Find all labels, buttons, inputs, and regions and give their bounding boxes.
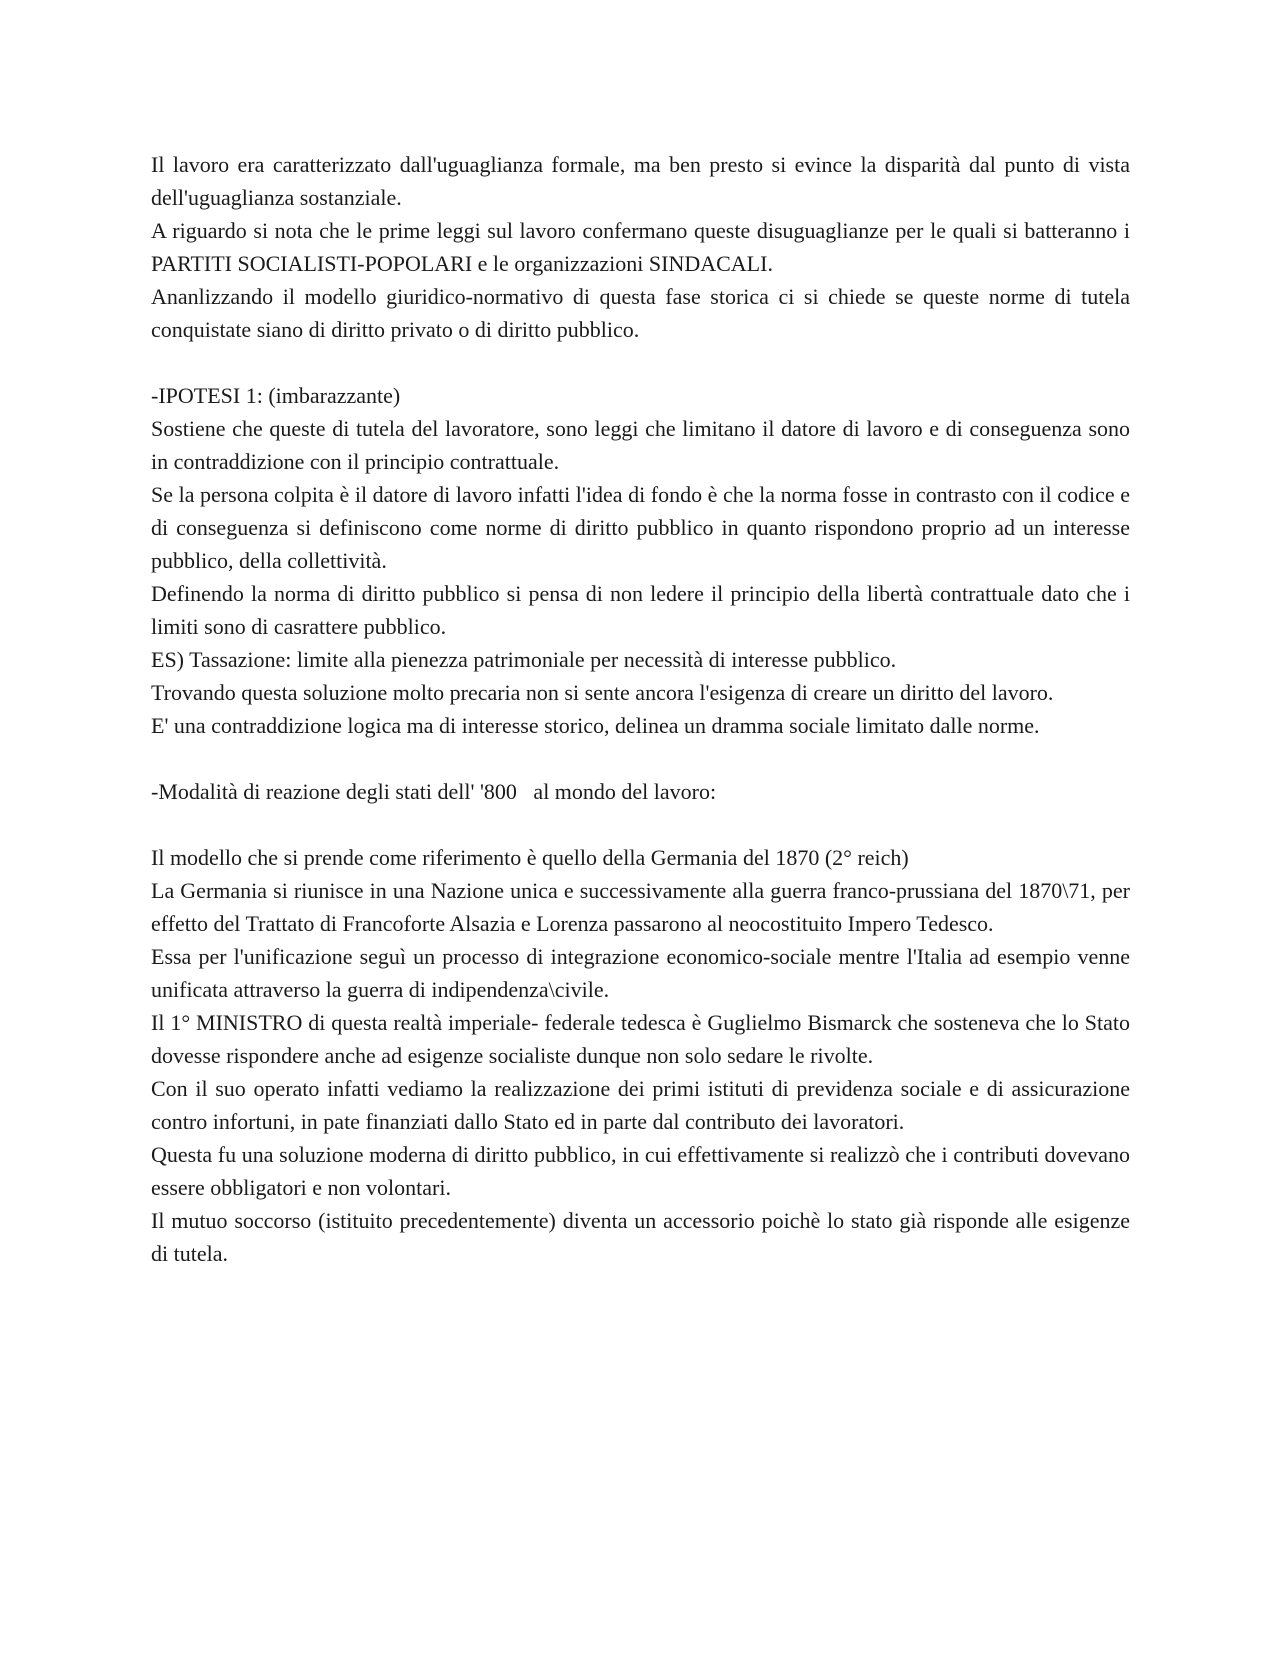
blank-line <box>151 742 1130 775</box>
paragraph: ES) Tassazione: limite alla pienezza patrimoniale per necessità di interesse pubblico. <box>151 647 897 672</box>
paragraph: Se la persona colpita è il datore di lavoro infatti l'idea di fondo è che la norma fosse in contrasto con il codice e di conseguenza si definiscono come norme di diritto pubblico in quanto rispondono proprio ad un interesse pubblico, della collettività. <box>151 482 1130 573</box>
paragraph: Il 1° MINISTRO di questa realtà imperiale- federale tedesca è Guglielmo Bismarck che sosteneva che lo Stato dovesse rispondere anche ad esigenze socialiste dunque non solo sedare le rivolte. <box>151 1010 1130 1068</box>
section-ipotesi <box>151 379 1130 742</box>
paragraph: La Germania si riunisce in una Nazione unica e successivamente alla guerra franco-prussiana del 1870\71, per effetto del Trattato di Francoforte Alsazia e Lorenza passarono al neocostituito Impero Tedesco. <box>151 878 1130 936</box>
paragraph: A riguardo si nota che le prime leggi sul lavoro confermano queste disuguaglianze per le quali si batteranno i PARTITI SOCIALISTI-POPOLARI e le organizzazioni SINDACALI. <box>151 218 1130 276</box>
document-page <box>151 148 1130 1270</box>
paragraph: Essa per l'unificazione seguì un processo di integrazione economico-sociale mentre l'Italia ad esempio venne unificata attraverso la guerra di indipendenza\civile. <box>151 944 1130 1002</box>
paragraph: Il modello che si prende come riferimento è quello della Germania del 1870 (2° reich) <box>151 845 909 870</box>
paragraph: Questa fu una soluzione moderna di diritto pubblico, in cui effettivamente si realizzò che i contributi dovevano essere obbligatori e non volontari. <box>151 1142 1130 1200</box>
paragraph: Sostiene che queste di tutela del lavoratore, sono leggi che limitano il datore di lavoro e di conseguenza sono in contraddizione con il principio contrattuale. <box>151 416 1130 474</box>
paragraph: Il lavoro era caratterizzato dall'uguaglianza formale, ma ben presto si evince la disparità dal punto di vista dell'uguaglianza sostanziale. <box>151 152 1130 210</box>
section-modalita <box>151 775 1130 1270</box>
blank-line <box>151 808 1130 841</box>
paragraph: Definendo la norma di diritto pubblico si pensa di non ledere il principio della libertà contrattuale dato che i limiti sono di casrattere pubblico. <box>151 581 1130 639</box>
paragraph: Il mutuo soccorso (istituito precedentemente) diventa un accessorio poichè lo stato già risponde alle esigenze di tutela. <box>151 1208 1130 1266</box>
paragraph: Con il suo operato infatti vediamo la realizzazione dei primi istituti di previdenza sociale e di assicurazione contro infortuni, in pate finanziati dallo Stato ed in parte dal contributo dei lavoratori. <box>151 1076 1130 1134</box>
paragraph: Ananlizzando il modello giuridico-normativo di questa fase storica ci si chiede se queste norme di tutela conquistate siano di diritto privato o di diritto pubblico. <box>151 284 1130 342</box>
blank-line <box>151 346 1130 379</box>
section-heading: -Modalità di reazione degli stati dell' '800 al mondo del lavoro: <box>151 779 717 804</box>
section-intro <box>151 148 1130 346</box>
section-heading: -IPOTESI 1: (imbarazzante) <box>151 383 401 408</box>
paragraph: Trovando questa soluzione molto precaria non si sente ancora l'esigenza di creare un diritto del lavoro. <box>151 680 1054 705</box>
paragraph: E' una contraddizione logica ma di interesse storico, delinea un dramma sociale limitato dalle norme. <box>151 713 1040 738</box>
